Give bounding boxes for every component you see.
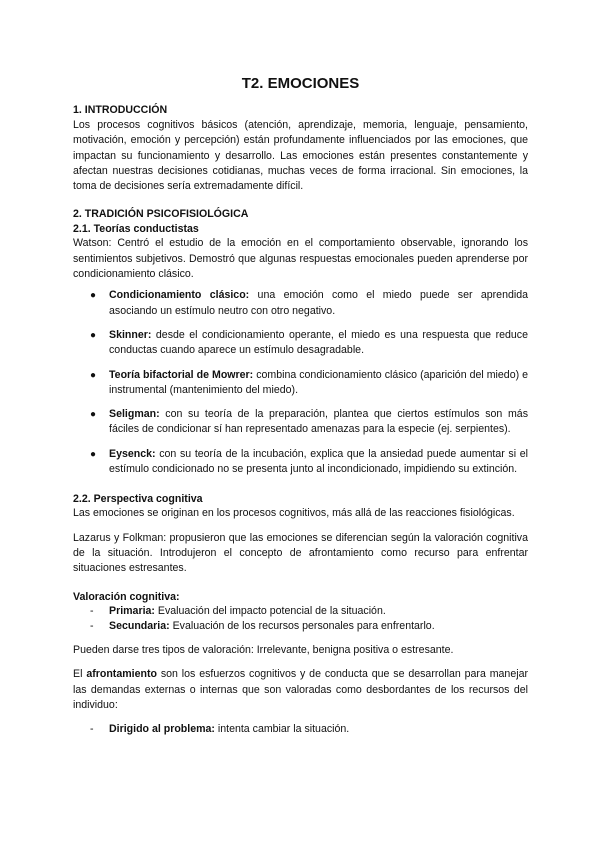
list-item-term: Secundaria: xyxy=(109,619,170,632)
list-item-text: combina condicionamiento clásico (aparición del miedo) e instrumental (mantenimiento del miedo). xyxy=(109,368,528,396)
conductistas-list xyxy=(73,288,528,477)
subsection-heading-conductistas: 2.1. Teorías conductistas xyxy=(73,223,199,236)
dash-icon: - xyxy=(90,723,94,736)
list-item-term: Teoría bifactorial de Mowrer: xyxy=(109,368,254,381)
subsection-heading-cognitiva: 2.2. Perspectiva cognitiva xyxy=(73,493,203,506)
cognitiva-paragraph-1: Las emociones se originan en los procesos cognitivos, más allá de las reacciones fisiológicas. xyxy=(73,507,515,520)
document-title: T2. EMOCIONES xyxy=(241,75,360,92)
list-item xyxy=(90,368,528,399)
list-item-text: una emoción como el miedo puede ser aprendida asociando un estímulo neutro con otro negativo. xyxy=(109,289,528,317)
list-item-text: Evaluación del impacto potencial de la situación. xyxy=(154,604,386,617)
bullet-icon: ● xyxy=(90,409,97,421)
bullet-icon: ● xyxy=(90,329,97,341)
bullet-icon: ● xyxy=(90,369,97,381)
list-item-term: Eysenck: xyxy=(109,447,156,460)
dash-icon: - xyxy=(90,604,94,617)
list-item-text: intenta cambiar la situación. xyxy=(214,723,350,736)
section-heading-intro: 1. INTRODUCCIÓN xyxy=(73,104,168,116)
list-item-text: con su teoría de la preparación, plantea que ciertos estímulos son más fáciles de condicionar sí han representado amenazas para la especie (ej. serpientes). xyxy=(109,408,528,436)
list-item xyxy=(90,619,528,634)
valoracion-list xyxy=(73,604,528,635)
list-item-term: Dirigido al problema: xyxy=(109,723,215,736)
list-item-text: con su teoría de la incubación, explica que la ansiedad puede aumentar si el estímulo condicionado no se presenta junto al incondicionado, impidiendo su extinción. xyxy=(109,447,528,476)
list-item-term: Skinner: xyxy=(109,328,152,341)
list-item-text: Evaluación de los recursos personales para enfrentarlo. xyxy=(169,619,435,632)
list-item-term: Primaria: xyxy=(109,604,155,617)
list-item xyxy=(90,447,528,478)
valoracion-types-paragraph: Pueden darse tres tipos de valoración: Irrelevante, benigna positiva o estresante. xyxy=(73,644,454,657)
list-item-term: Seligman: xyxy=(109,408,160,421)
dash-icon: - xyxy=(90,619,94,632)
list-item xyxy=(90,722,528,737)
list-item xyxy=(90,288,528,319)
list-item-text: desde el condicionamiento operante, el miedo es una respuesta que reduce conductas cuando aparece un estímulo desagradable. xyxy=(109,328,528,357)
afrontamiento-post: son los esfuerzos cognitivos y de conducta que se desarrollan para manejar las demandas externas o internas que son valoradas como desbordantes de los recursos del individuo: xyxy=(73,668,528,712)
afrontamiento-pre: El xyxy=(73,668,87,681)
list-item-term: Condicionamiento clásico: xyxy=(109,289,250,302)
bullet-icon: ● xyxy=(90,448,97,460)
section-heading-tradition: 2. TRADICIÓN PSICOFISIOLÓGICA xyxy=(73,208,249,221)
list-item xyxy=(90,604,528,619)
watson-paragraph: Watson: Centró el estudio de la emoción en el comportamiento observable, ignorando los sentimientos subjetivos. Demostró que algunas respuestas emocionales pueden aprenderse por condicionamiento clásico. xyxy=(73,237,528,281)
afrontamiento-term: afrontamiento xyxy=(86,668,157,681)
afrontamiento-list xyxy=(73,722,528,737)
intro-paragraph: Los procesos cognitivos básicos (atención, aprendizaje, memoria, lenguaje, pensamiento, motivación, emoción y percepción) están profundamente influenciados por las emociones, que impactan su funcionamiento y desarrollo. Las emociones están presentes constantemente y afectan nuestras decisiones cotidianas, muchas veces de forma irracional. Sin emociones, la toma de decisiones sería extremadamente difícil. xyxy=(73,119,528,193)
bullet-icon: ● xyxy=(90,290,97,302)
afrontamiento-paragraph xyxy=(73,667,528,713)
list-item xyxy=(90,328,528,359)
lazarus-paragraph: Lazarus y Folkman: propusieron que las emociones se diferencian según la valoración cognitiva de la situación. Introdujeron el concepto de afrontamiento como recurso para enfrentar situaciones estresantes. xyxy=(73,531,528,575)
list-item xyxy=(90,407,528,438)
valoracion-heading: Valoración cognitiva: xyxy=(73,590,180,603)
